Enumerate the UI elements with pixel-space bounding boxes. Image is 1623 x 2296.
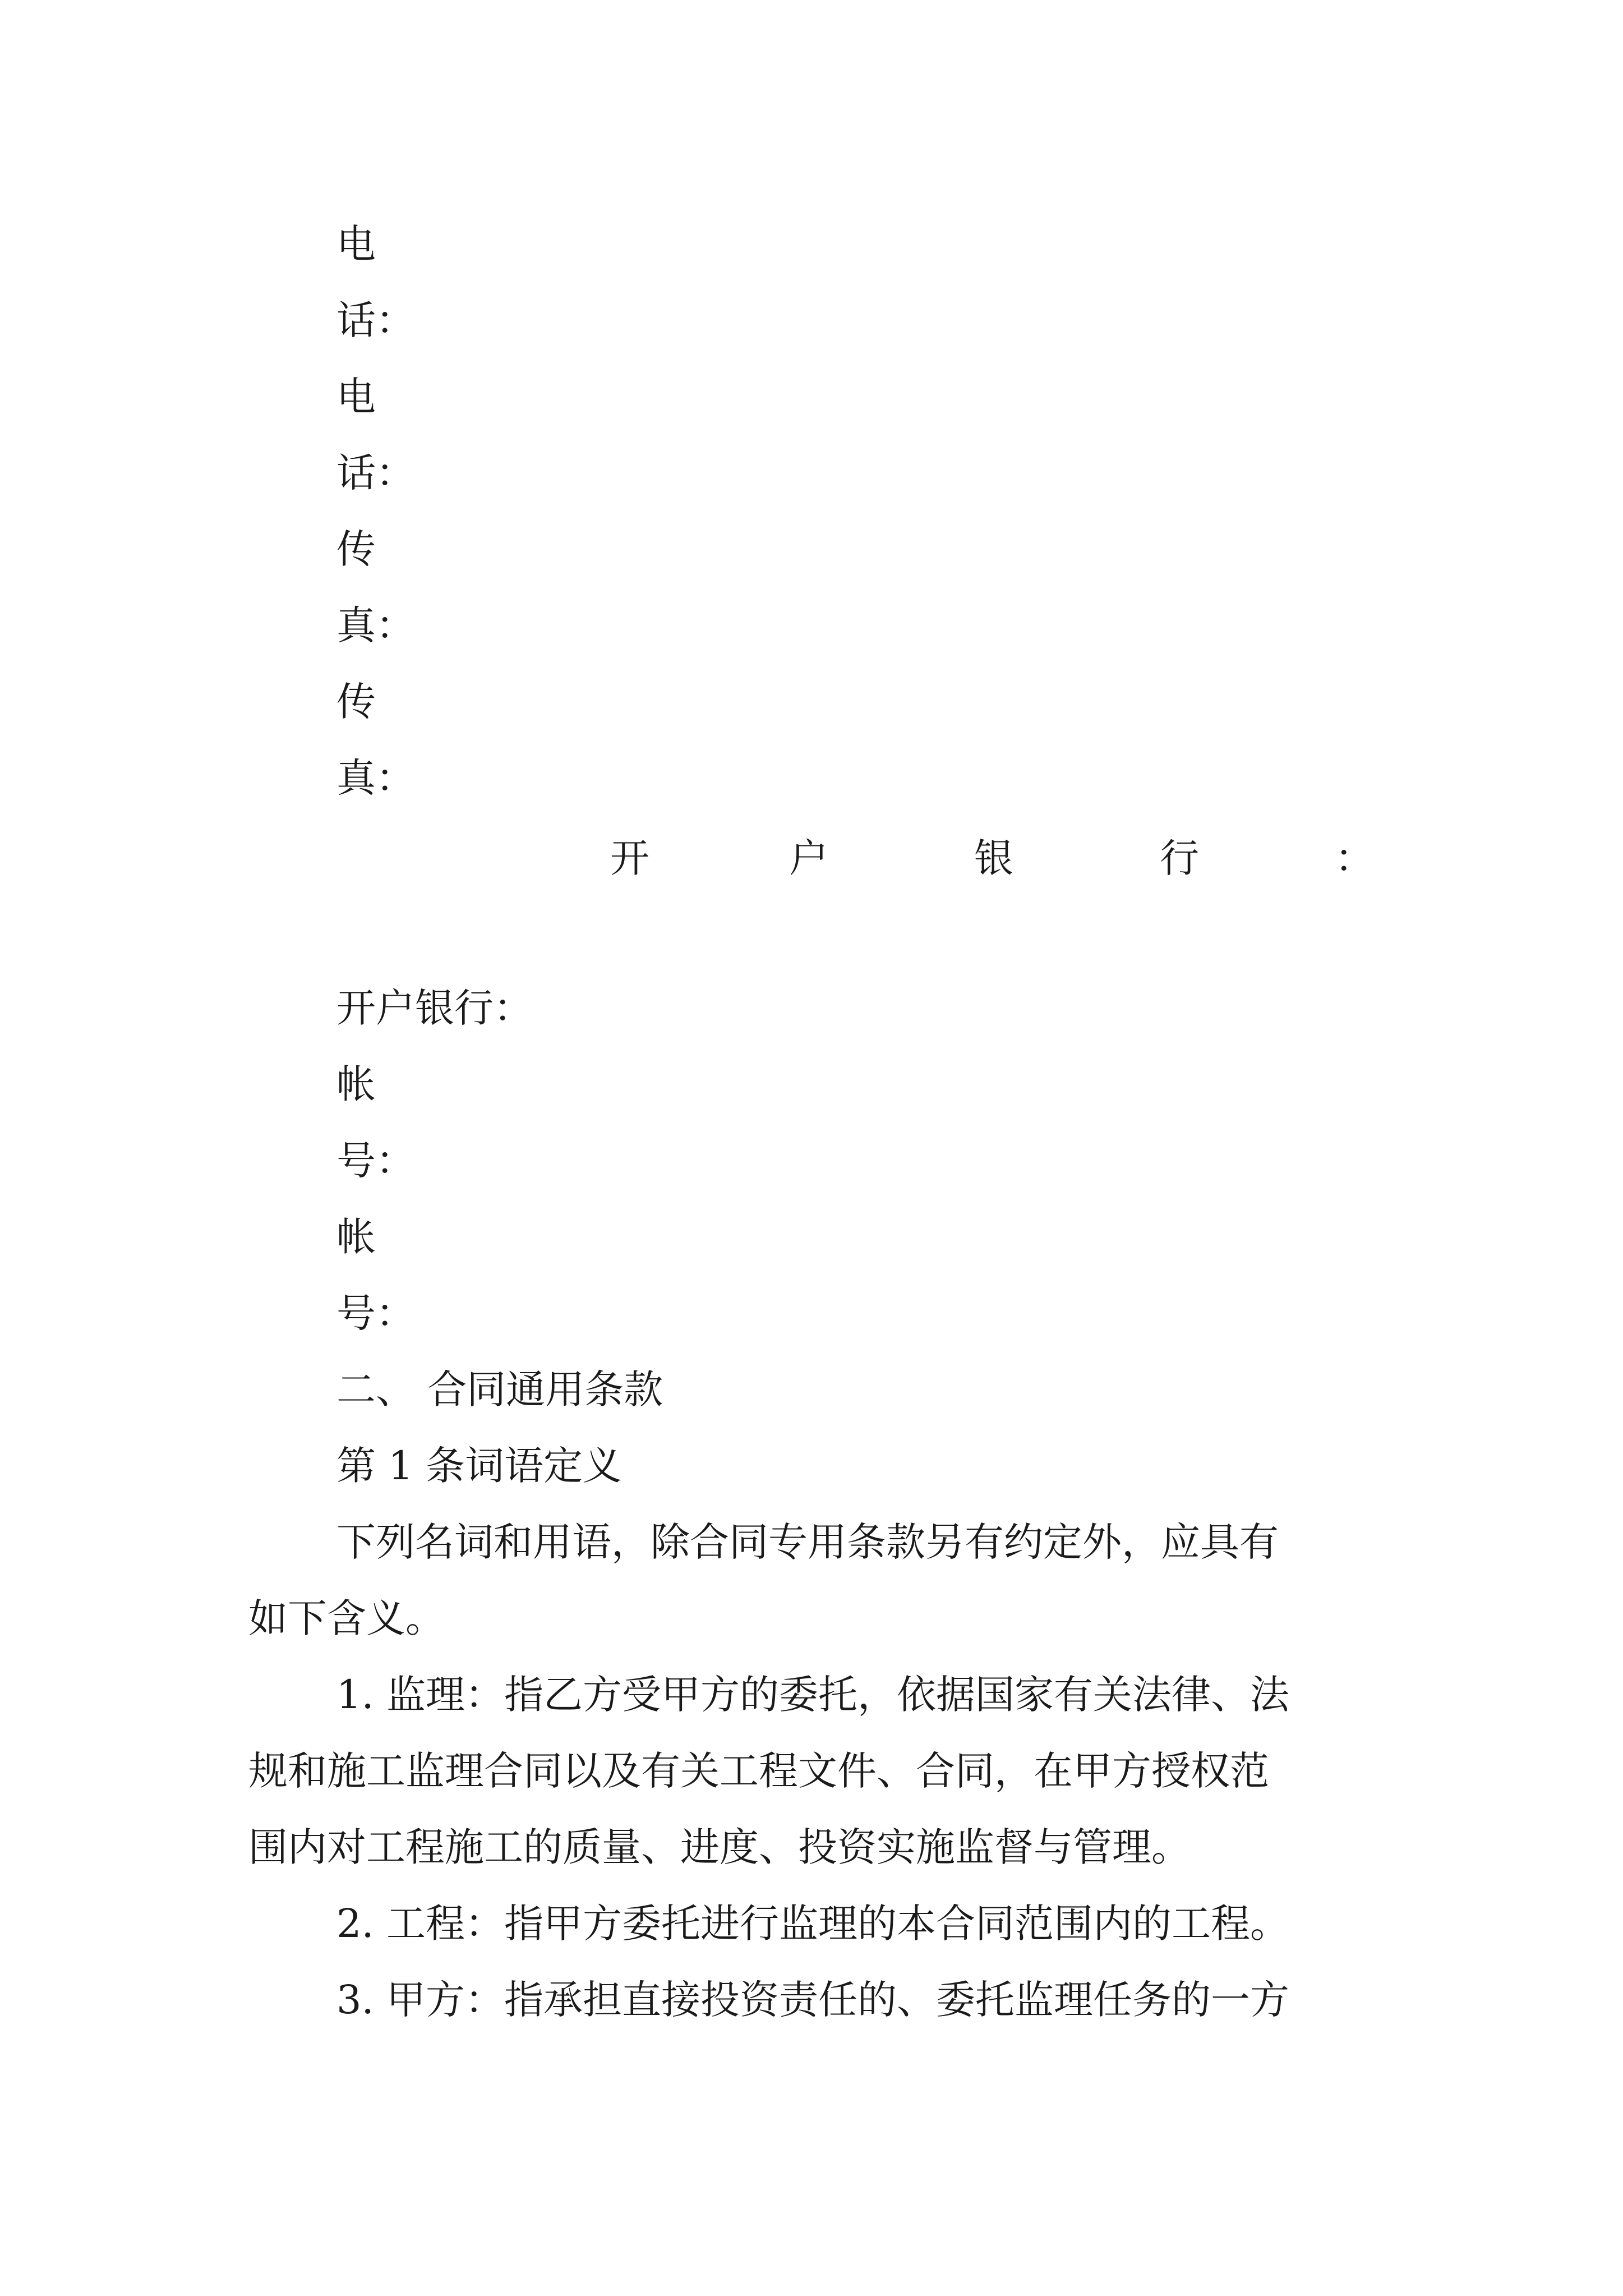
- account-label-char-1: 帐: [336, 1061, 376, 1107]
- bank-label: 开户银行：: [336, 985, 533, 1031]
- paragraph-line: 如下含义。: [248, 1595, 445, 1641]
- account-label-char-2: 号：: [336, 1138, 415, 1184]
- paragraph-line: 围内对工程施工的质量、进度、投资实施监督与管理。: [248, 1824, 1191, 1870]
- bank-label-spread-char: 户: [789, 835, 828, 881]
- fax-label-char-1: 传: [336, 526, 376, 572]
- paragraph-line: 2. 工程：指甲方委托进行监理的本合同范围内的工程。: [336, 1901, 1290, 1947]
- fax-label-char-2: 真：: [336, 602, 415, 648]
- article-title: 第 1 条词语定义: [336, 1443, 623, 1489]
- bank-label-spread-char: 行: [1160, 835, 1199, 881]
- bank-label-spread-char: ：: [1335, 835, 1374, 881]
- paragraph-line: 1. 监理：指乙方受甲方的委托，依据国家有关法律、法: [336, 1672, 1290, 1718]
- fax-label-char-2b: 真：: [336, 755, 415, 801]
- account-label-char-2b: 号：: [336, 1290, 415, 1336]
- phone-label-char-1: 电: [336, 221, 376, 267]
- paragraph-line: 3. 甲方：指承担直接投资责任的、委托监理任务的一方: [336, 1977, 1290, 2023]
- paragraph-line: 下列名词和用语，除合同专用条款另有约定外，应具有: [336, 1519, 1279, 1565]
- bank-label-spread-char: 开: [610, 835, 649, 881]
- fax-label-char-1b: 传: [336, 679, 376, 725]
- phone-label-char-1b: 电: [336, 374, 376, 420]
- phone-label-char-2: 话：: [336, 297, 415, 343]
- section-title: 二、 合同通用条款: [336, 1366, 663, 1412]
- account-label-char-1b: 帐: [336, 1214, 376, 1260]
- phone-label-char-2b: 话：: [336, 450, 415, 496]
- bank-label-spread-char: 银: [974, 835, 1013, 881]
- paragraph-line: 规和施工监理合同以及有关工程文件、合同，在甲方授权范: [248, 1748, 1269, 1794]
